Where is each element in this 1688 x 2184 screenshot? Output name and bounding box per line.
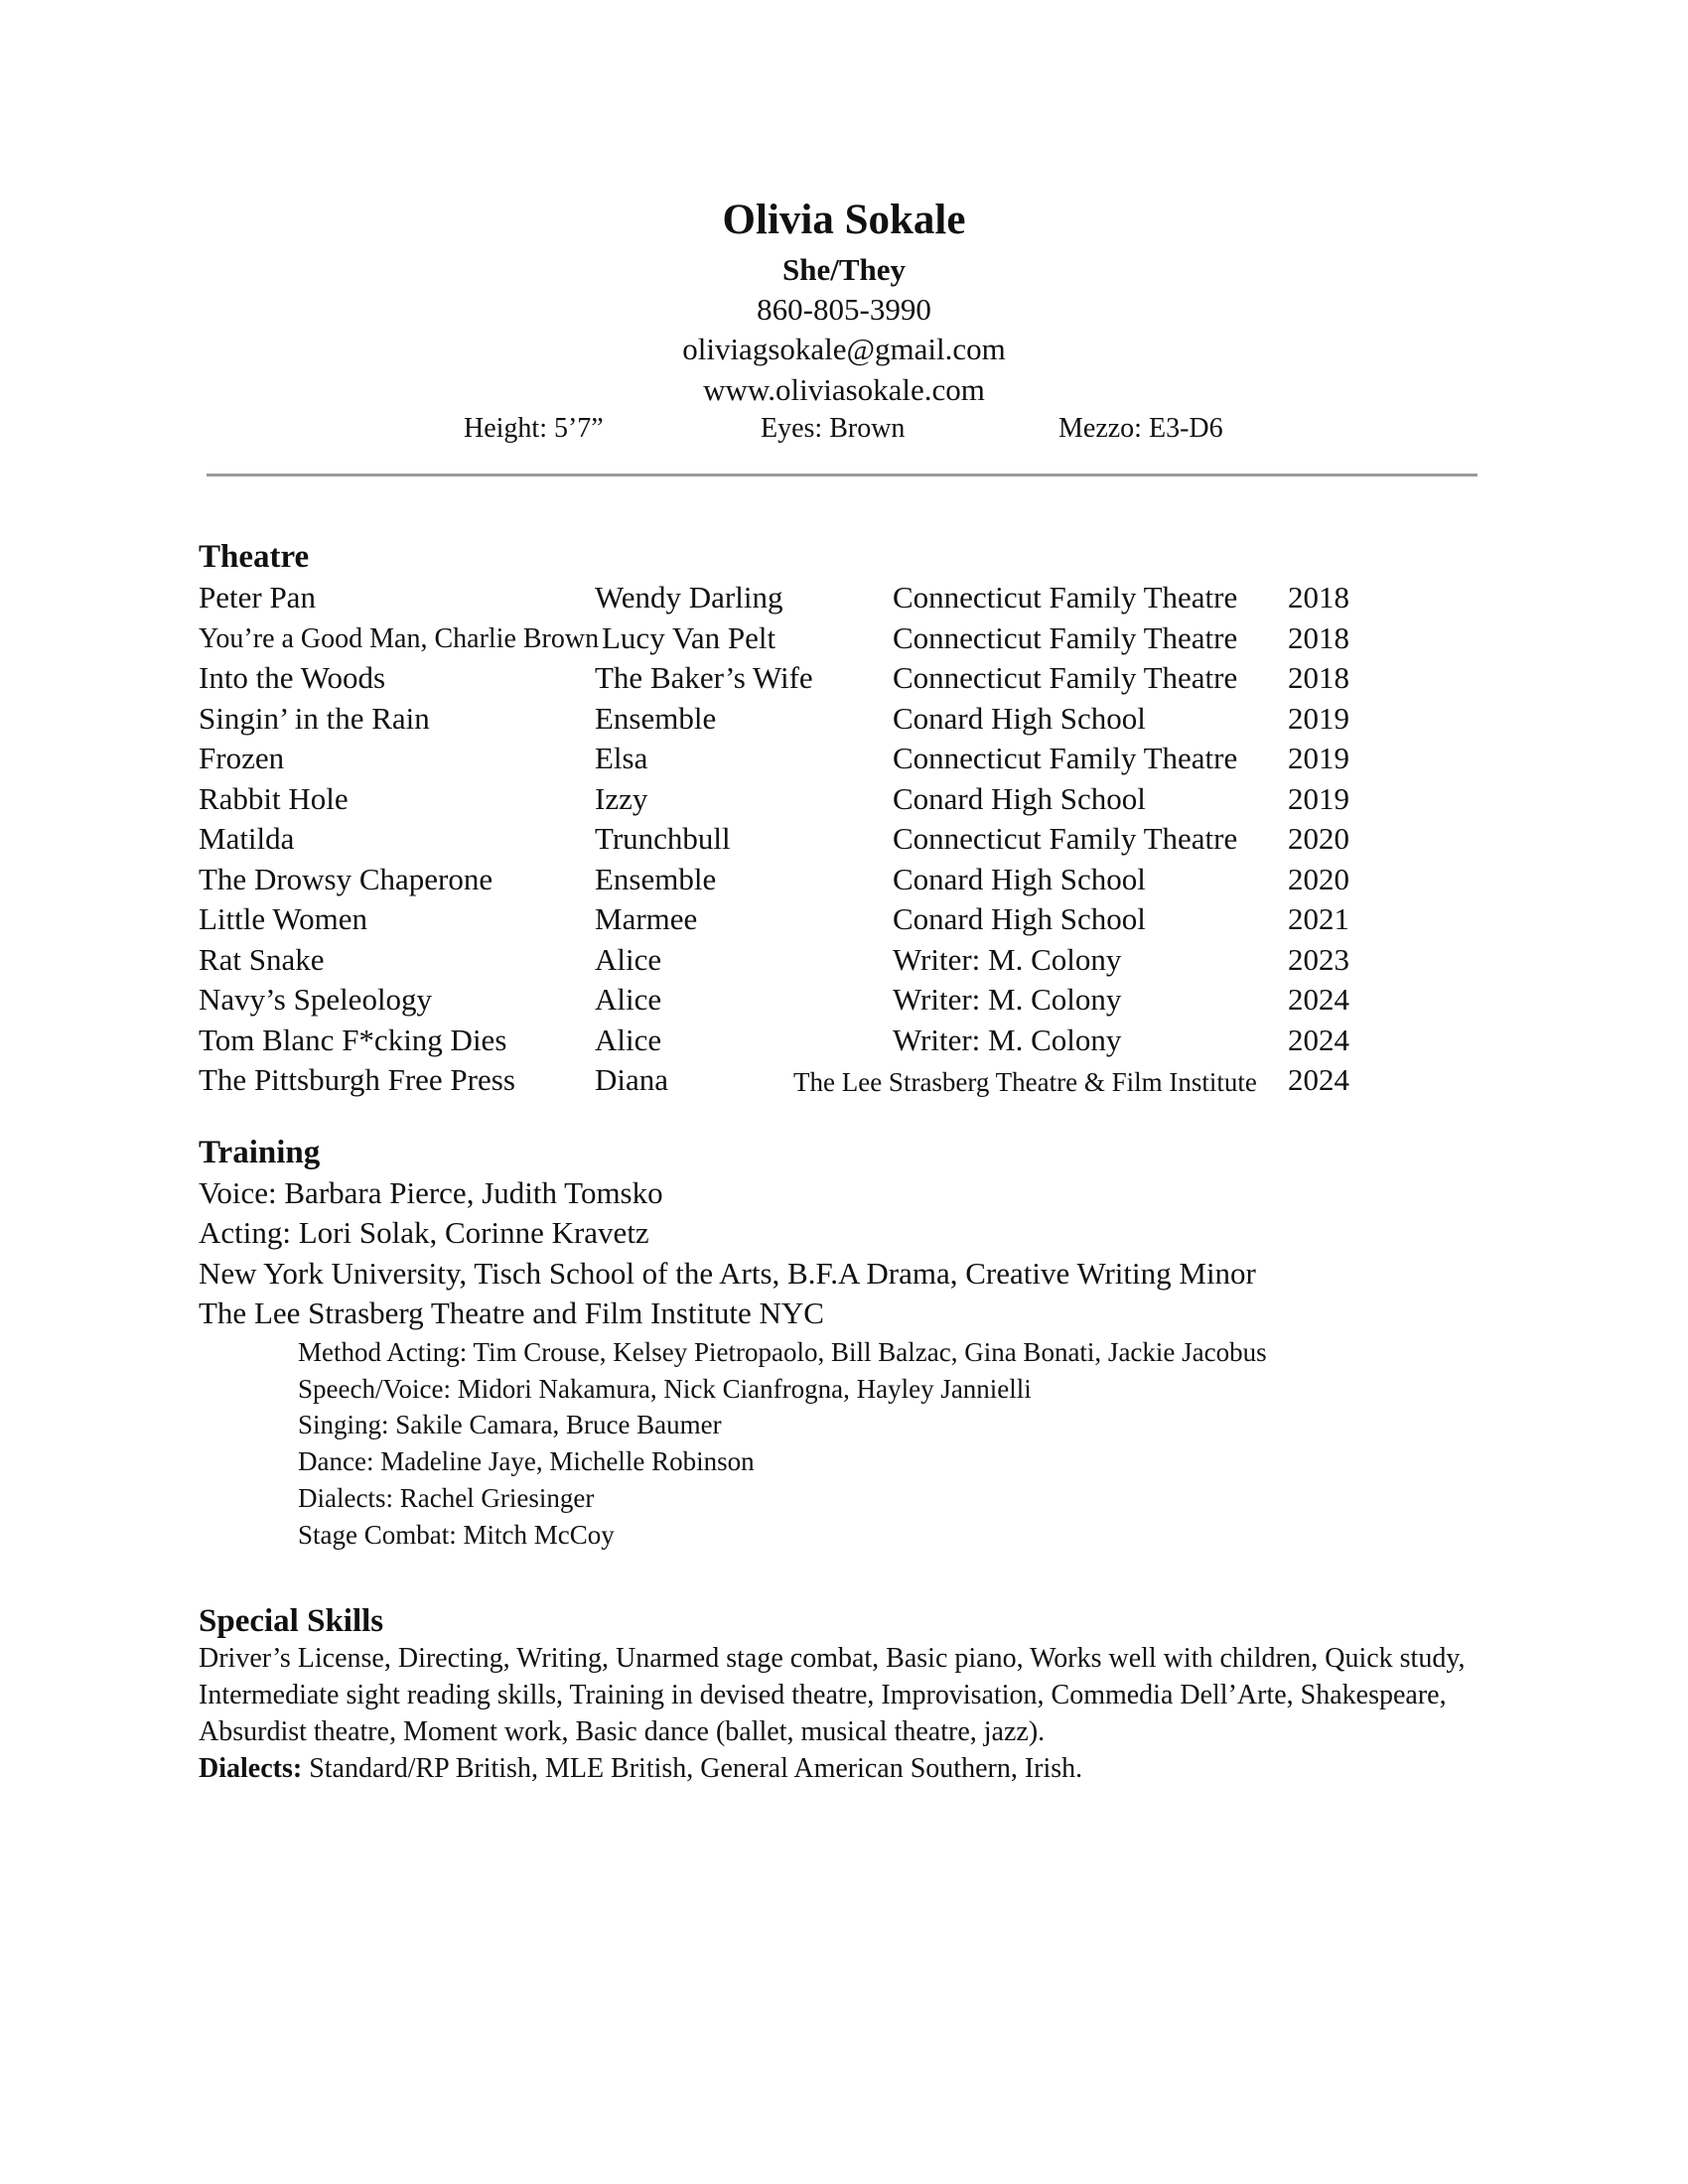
show-title: Little Women [199,901,367,936]
company: Conard High School [893,780,1146,816]
show-title: Navy’s Speleology [199,982,433,1017]
special-skills-heading: Special Skills [199,1603,384,1639]
dialects-line [199,1751,1082,1787]
show-title: Singin’ in the Rain [199,700,430,736]
company: Writer: M. Colony [893,941,1122,977]
website-url: www.oliviasokale.com [703,372,985,407]
company: Connecticut Family Theatre [893,660,1238,695]
role: Alice [595,1022,662,1057]
year: 2019 [1288,741,1349,775]
dialects-label: Dialects: [199,1753,303,1784]
year: 2018 [1288,580,1349,614]
role: Elsa [595,741,648,775]
year: 2020 [1288,861,1349,896]
company: Conard High School [893,700,1146,736]
training-detail: Speech/Voice: Midori Nakamura, Nick Cianfrogna, Hayley Jannielli [298,1374,1032,1404]
year: 2018 [1288,619,1349,655]
role: Lucy Van Pelt [602,619,776,655]
show-title: Into the Woods [199,660,386,695]
company: Connecticut Family Theatre [893,619,1238,655]
year: 2024 [1288,1062,1349,1097]
role: Alice [595,982,662,1017]
training-detail: Dialects: Rachel Griesinger [298,1483,595,1513]
role: Ensemble [595,861,717,896]
height-stat: Height: 5’7” [464,413,604,444]
role: Diana [595,1062,669,1097]
year: 2024 [1288,982,1349,1017]
role: Wendy Darling [595,580,783,614]
role: Ensemble [595,700,717,736]
show-title: Frozen [199,741,285,775]
year: 2021 [1288,901,1349,936]
training-detail: Dance: Madeline Jaye, Michelle Robinson [298,1446,755,1476]
year: 2018 [1288,660,1349,695]
role: Marmee [595,901,698,936]
dialects-value: Standard/RP British, MLE British, General American Southern, Irish. [302,1753,1083,1784]
year: 2019 [1288,700,1349,736]
company: The Lee Strasberg Theatre & Film Institute [793,1067,1257,1097]
company: Connecticut Family Theatre [893,580,1238,614]
email-address: oliviagsokale@gmail.com [682,332,1006,366]
training-line: Acting: Lori Solak, Corinne Kravetz [199,1215,649,1250]
company: Writer: M. Colony [893,982,1122,1017]
eyes-stat: Eyes: Brown [761,413,906,444]
training-line: The Lee Strasberg Theatre and Film Institute NYC [199,1296,824,1330]
role: Izzy [595,780,648,816]
voice-range-stat: Mezzo: E3-D6 [1058,413,1223,444]
company: Conard High School [893,901,1146,936]
resume-name: Olivia Sokale [722,197,966,243]
skills-line: Absurdist theatre, Moment work, Basic dance (ballet, musical theatre, jazz). [199,1716,1046,1747]
role: Trunchbull [595,821,731,856]
year: 2024 [1288,1022,1349,1057]
training-detail: Method Acting: Tim Crouse, Kelsey Pietropaolo, Bill Balzac, Gina Bonati, Jackie Jacobus [298,1337,1267,1367]
show-title: Tom Blanc F*cking Dies [199,1022,507,1057]
year: 2020 [1288,821,1349,856]
theatre-heading: Theatre [199,539,310,575]
role: Alice [595,941,662,977]
show-title: Matilda [199,821,295,856]
role: The Baker’s Wife [595,660,813,695]
training-detail: Singing: Sakile Camara, Bruce Baumer [298,1410,722,1439]
year: 2023 [1288,941,1349,977]
year: 2019 [1288,780,1349,816]
show-title: The Pittsburgh Free Press [199,1062,515,1097]
company: Connecticut Family Theatre [893,741,1238,775]
training-detail: Stage Combat: Mitch McCoy [298,1520,615,1550]
show-title: The Drowsy Chaperone [199,861,493,896]
show-title: You’re a Good Man, Charlie Brown [199,622,600,654]
skills-line: Driver’s License, Directing, Writing, Unarmed stage combat, Basic piano, Works well with children, Quick study, [199,1643,1466,1674]
training-line: New York University, Tisch School of the Arts, B.F.A Drama, Creative Writing Minor [199,1256,1256,1291]
show-title: Rat Snake [199,941,325,977]
show-title: Rabbit Hole [199,780,349,816]
skills-line: Intermediate sight reading skills, Training in devised theatre, Improvisation, Commedia Dell’Arte, Shakespeare, [199,1680,1447,1710]
training-heading: Training [199,1135,321,1170]
training-line: Voice: Barbara Pierce, Judith Tomsko [199,1175,663,1210]
company: Conard High School [893,861,1146,896]
header-divider [207,474,1477,477]
company: Connecticut Family Theatre [893,821,1238,856]
phone-number: 860-805-3990 [757,292,931,327]
company: Writer: M. Colony [893,1022,1122,1057]
show-title: Peter Pan [199,580,316,614]
pronouns: She/They [781,252,907,287]
